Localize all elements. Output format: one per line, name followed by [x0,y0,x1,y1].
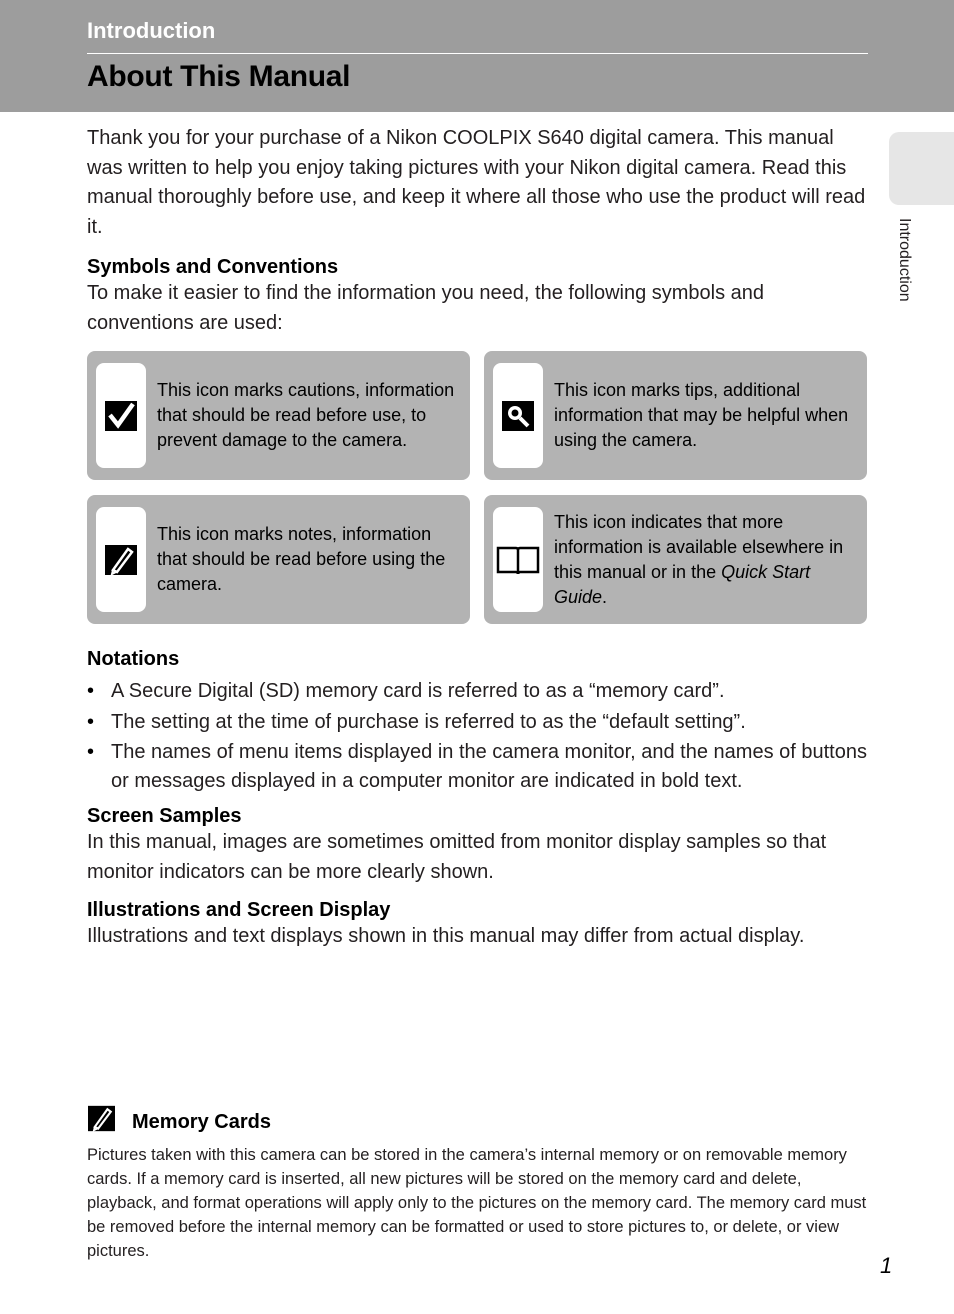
side-tab [889,132,954,205]
page-number: 1 [880,1253,893,1278]
symbol-card-text: This icon marks notes, information that should be read before using the camera. [157,524,446,594]
icon-box [493,507,543,612]
symbols-grid [87,351,867,624]
memory-cards-note [87,1103,867,1263]
notations-list [87,677,867,795]
list-item: • A Secure Digital (SD) memory card is referred to as a “memory card”. [87,677,867,706]
screen-samples-heading: Screen Samples [87,805,242,827]
book-icon [496,544,540,576]
caution-check-icon [104,400,138,432]
intro-paragraph: Thank you for your purchase of a Nikon COOLPIX S640 digital camera. This manual was written to help you enjoy taking pictures with your Nikon digital camera. Read this manual thoroughly before use, and keep it where all those who use the product will read it. [87,127,866,238]
symbols-intro: To make it easier to find the information you need, the following symbols and conventions are used: [87,282,765,334]
symbol-card-note [87,495,470,624]
symbol-card-text [554,510,858,610]
symbol-card-caution [87,351,470,480]
card-text-before: This icon indicates that more information is available elsewhere in this manual or in the [554,511,844,582]
side-tab-label: Introduction [896,218,913,302]
card-text-after: . [602,586,608,607]
icon-box [96,363,146,468]
icon-box [493,363,543,468]
illustrations-text: Illustrations and text displays shown in this manual may differ from actual display. [87,925,805,947]
main-content [87,124,867,952]
symbol-card-tip [484,351,867,480]
header-rule [87,53,868,54]
note-pencil-icon [104,544,138,576]
list-item: • The setting at the time of purchase is referred to as the “default setting”. [87,708,867,737]
note-pencil-icon [87,1105,116,1132]
section-label: Introduction [87,18,216,43]
symbol-card-reference [484,495,867,624]
tip-bulb-icon [501,400,535,432]
memory-cards-header [87,1103,867,1134]
illustrations-heading: Illustrations and Screen Display [87,899,391,921]
symbol-card-text: This icon marks cautions, information that should be read before use, to prevent damage to the camera. [157,380,455,450]
notations-heading: Notations [87,648,180,670]
page-header [0,0,954,112]
symbol-card-text: This icon marks tips, additional information that may be helpful when using the camera. [554,380,849,450]
page-title: About This Manual [87,60,351,93]
screen-samples-text: In this manual, images are sometimes omitted from monitor display samples so that monitor indicators can be more clearly shown. [87,831,827,883]
symbols-heading: Symbols and Conventions [87,256,339,278]
list-item: • The names of menu items displayed in the camera monitor, and the names of buttons or messages displayed in a computer monitor are indicated in bold text. [87,738,867,795]
memory-cards-title: Memory Cards [132,1111,271,1133]
icon-box [96,507,146,612]
quick-start-guide-ref: Quick Start Guide [554,561,811,607]
memory-cards-text: Pictures taken with this camera can be stored in the camera’s internal memory or on removable memory cards. If a memory card is inserted, all new pictures will be stored on the memory card and delete, playback, and format operations will apply only to the pictures on the memory card. The memory card must be removed before the internal memory can be formatted or used to store pictures to, or delete, or view pictures. [87,1146,867,1260]
